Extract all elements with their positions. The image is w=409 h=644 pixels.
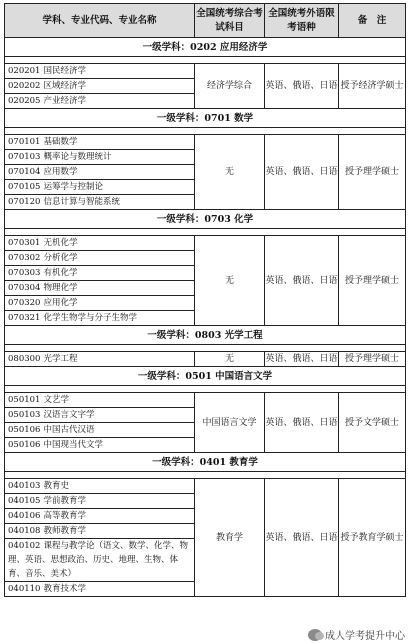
major-cell bbox=[5, 94, 195, 109]
admissions-table bbox=[4, 3, 406, 597]
header-language: 全国统考外语限考语种 bbox=[265, 4, 339, 38]
major-name: 中国古代汉语 bbox=[43, 425, 95, 435]
major-name: 产业经济学 bbox=[43, 96, 86, 106]
major-code: 070320 bbox=[8, 298, 41, 308]
group-title: 一级学科：0501 中国语言文学 bbox=[5, 367, 406, 386]
major-name: 概率论与数理统计 bbox=[43, 152, 112, 162]
major-name: 教育技术学 bbox=[43, 584, 86, 594]
header-exam-subject: 全国统考综合考试科目 bbox=[195, 4, 265, 38]
major-name: 文艺学 bbox=[43, 395, 69, 405]
group-title: 一级学科：0803 光学工程 bbox=[5, 326, 406, 345]
major-name: 物理化学 bbox=[43, 283, 78, 293]
major-code: 040103 bbox=[8, 481, 41, 491]
header-note: 备 注 bbox=[339, 4, 406, 38]
major-code: 020201 bbox=[8, 66, 41, 76]
major-name: 汉语言文字学 bbox=[43, 410, 95, 420]
group-title-row bbox=[5, 109, 406, 128]
group-title: 一级学科：0202 应用经济学 bbox=[5, 38, 406, 57]
major-code: 020202 bbox=[8, 81, 41, 91]
major-code: 070303 bbox=[8, 268, 41, 278]
table-body bbox=[5, 38, 406, 597]
major-name: 国民经济学 bbox=[43, 66, 86, 76]
major-row bbox=[5, 352, 406, 367]
major-name: 有机化学 bbox=[43, 268, 78, 278]
note-cell: 授予理学硕士 bbox=[339, 236, 406, 326]
major-name: 学前教育学 bbox=[43, 496, 86, 506]
major-code: 050103 bbox=[8, 410, 41, 420]
major-code: 040102 bbox=[8, 541, 41, 551]
language-cell: 英语、俄语、日语 bbox=[265, 135, 339, 210]
major-name: 分析化学 bbox=[43, 253, 78, 263]
group-title-row bbox=[5, 38, 406, 57]
table-header-row bbox=[5, 4, 406, 38]
major-cell bbox=[5, 539, 195, 582]
major-cell bbox=[5, 524, 195, 539]
major-cell bbox=[5, 195, 195, 210]
spacer-cell bbox=[5, 345, 406, 352]
major-cell bbox=[5, 438, 195, 453]
major-code: 080300 bbox=[8, 354, 41, 364]
exam-subject-cell: 中国语言文学 bbox=[195, 393, 265, 453]
major-cell bbox=[5, 266, 195, 281]
exam-subject-cell: 无 bbox=[195, 135, 265, 210]
spacer-cell bbox=[5, 386, 406, 393]
group-title: 一级学科：0703 化学 bbox=[5, 210, 406, 229]
group-title-row bbox=[5, 210, 406, 229]
major-code: 040110 bbox=[8, 584, 41, 594]
spacer-row bbox=[5, 229, 406, 236]
major-cell bbox=[5, 236, 195, 251]
major-name: 光学工程 bbox=[43, 354, 78, 364]
group-title-row bbox=[5, 367, 406, 386]
major-cell bbox=[5, 582, 195, 597]
major-code: 040106 bbox=[8, 511, 41, 521]
major-name: 运筹学与控制论 bbox=[43, 182, 103, 192]
spacer-cell bbox=[5, 229, 406, 236]
major-cell bbox=[5, 494, 195, 509]
major-name: 应用数学 bbox=[43, 167, 78, 177]
note-cell: 授予文学硕士 bbox=[339, 393, 406, 453]
group-title-row bbox=[5, 453, 406, 472]
language-cell: 英语、俄语、日语 bbox=[265, 64, 339, 109]
language-cell: 英语、俄语、日语 bbox=[265, 479, 339, 597]
major-cell bbox=[5, 509, 195, 524]
major-name: 无机化学 bbox=[43, 238, 78, 248]
major-row bbox=[5, 236, 406, 251]
note-cell: 授予经济学硕士 bbox=[339, 64, 406, 109]
major-cell bbox=[5, 311, 195, 326]
major-code: 070120 bbox=[8, 197, 41, 207]
watermark bbox=[308, 627, 405, 642]
major-row bbox=[5, 479, 406, 494]
major-name: 课程与教学论（语文、数学、化学、物理、英语、思想政治、历史、地理、生物、体育、音乐、美术） bbox=[8, 541, 188, 579]
major-cell bbox=[5, 296, 195, 311]
major-code: 070302 bbox=[8, 253, 41, 263]
major-cell bbox=[5, 64, 195, 79]
header-major: 学科、专业代码、专业名称 bbox=[5, 4, 195, 38]
exam-subject-cell: 经济学综合 bbox=[195, 64, 265, 109]
major-code: 070101 bbox=[8, 137, 41, 147]
major-cell bbox=[5, 479, 195, 494]
major-cell bbox=[5, 352, 195, 367]
exam-subject-cell: 无 bbox=[195, 352, 265, 367]
major-cell bbox=[5, 423, 195, 438]
major-name: 基础数学 bbox=[43, 137, 78, 147]
exam-subject-cell: 无 bbox=[195, 236, 265, 326]
major-cell bbox=[5, 408, 195, 423]
major-name: 区域经济学 bbox=[43, 81, 86, 91]
major-name: 化学生物学与分子生物学 bbox=[43, 313, 137, 323]
major-code: 050106 bbox=[8, 425, 41, 435]
major-code: 040105 bbox=[8, 496, 41, 506]
major-code: 070304 bbox=[8, 283, 41, 293]
major-code: 020205 bbox=[8, 96, 41, 106]
major-row bbox=[5, 135, 406, 150]
major-name: 应用化学 bbox=[43, 298, 78, 308]
major-cell bbox=[5, 393, 195, 408]
group-title: 一级学科：0401 教育学 bbox=[5, 453, 406, 472]
major-name: 中国现当代文学 bbox=[43, 440, 103, 450]
wechat-icon bbox=[308, 629, 322, 641]
major-name: 教师教育学 bbox=[43, 526, 86, 536]
note-cell: 授予理学硕士 bbox=[339, 352, 406, 367]
exam-subject-cell: 教育学 bbox=[195, 479, 265, 597]
major-cell bbox=[5, 135, 195, 150]
major-code: 070301 bbox=[8, 238, 41, 248]
spacer-row bbox=[5, 386, 406, 393]
major-name: 高等教育学 bbox=[43, 511, 86, 521]
major-row bbox=[5, 64, 406, 79]
spacer-row bbox=[5, 57, 406, 64]
major-name: 教育史 bbox=[43, 481, 69, 491]
major-cell bbox=[5, 180, 195, 195]
major-cell bbox=[5, 251, 195, 266]
major-code: 070321 bbox=[8, 313, 41, 323]
spacer-cell bbox=[5, 57, 406, 64]
major-cell bbox=[5, 79, 195, 94]
major-name: 信息计算与智能系统 bbox=[43, 197, 120, 207]
note-cell: 授予理学硕士 bbox=[339, 135, 406, 210]
group-title: 一级学科：0701 数学 bbox=[5, 109, 406, 128]
watermark-text: 成人学考提升中心 bbox=[325, 631, 405, 642]
note-cell: 授予教育学硕士 bbox=[339, 479, 406, 597]
admissions-table-container bbox=[4, 3, 405, 597]
language-cell: 英语、俄语、日语 bbox=[265, 236, 339, 326]
spacer-row bbox=[5, 128, 406, 135]
major-code: 050106 bbox=[8, 440, 41, 450]
major-code: 040108 bbox=[8, 526, 41, 536]
spacer-cell bbox=[5, 472, 406, 479]
major-code: 070105 bbox=[8, 182, 41, 192]
language-cell: 英语、俄语、日语 bbox=[265, 352, 339, 367]
major-cell bbox=[5, 150, 195, 165]
major-cell bbox=[5, 165, 195, 180]
language-cell: 英语、俄语、日语 bbox=[265, 393, 339, 453]
major-code: 070103 bbox=[8, 152, 41, 162]
major-cell bbox=[5, 281, 195, 296]
spacer-row bbox=[5, 345, 406, 352]
major-code: 050101 bbox=[8, 395, 41, 405]
major-code: 070104 bbox=[8, 167, 41, 177]
major-row bbox=[5, 393, 406, 408]
spacer-cell bbox=[5, 128, 406, 135]
group-title-row bbox=[5, 326, 406, 345]
spacer-row bbox=[5, 472, 406, 479]
